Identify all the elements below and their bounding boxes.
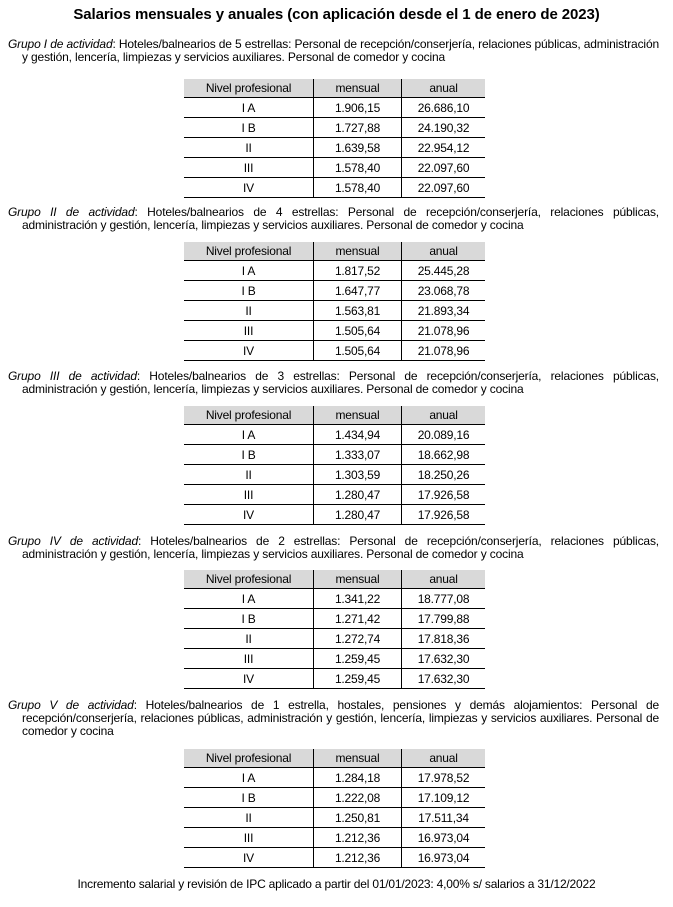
header-mensual: mensual <box>314 242 402 261</box>
table-row <box>184 301 485 321</box>
cell-anual: 26.686,10 <box>402 98 486 118</box>
header-nivel: Nivel profesional <box>184 242 314 261</box>
group-4-text: : Hoteles/balnearios de 2 estrellas: Personal de recepción/conserjería, relaciones públicas, administración y gestión, lencería, limpiezas y servicios auxiliares. Personal de comedor y cocina <box>22 534 659 561</box>
cell-mensual: 1.271,42 <box>314 609 402 629</box>
header-anual: anual <box>402 570 486 589</box>
table-row <box>184 98 485 118</box>
salary-table-group-4 <box>184 570 485 689</box>
cell-anual: 21.078,96 <box>402 341 486 361</box>
cell-nivel: III <box>184 649 314 669</box>
header-mensual: mensual <box>314 79 402 98</box>
cell-mensual: 1.647,77 <box>314 281 402 301</box>
cell-mensual: 1.578,40 <box>314 178 402 198</box>
cell-nivel: III <box>184 828 314 848</box>
group-1-description <box>8 38 659 64</box>
group-3-text: : Hoteles/balnearios de 3 estrellas: Personal de recepción/conserjería, relaciones públicas, administración y gestión, lencería, limpiezas y servicios auxiliares. Personal de comedor y cocina <box>22 369 659 396</box>
header-anual: anual <box>402 79 486 98</box>
table-header-row <box>184 79 485 98</box>
cell-nivel: II <box>184 465 314 485</box>
header-nivel: Nivel profesional <box>184 570 314 589</box>
cell-mensual: 1.280,47 <box>314 485 402 505</box>
cell-anual: 22.097,60 <box>402 178 486 198</box>
table-row <box>184 505 485 525</box>
cell-nivel: IV <box>184 505 314 525</box>
cell-mensual: 1.505,64 <box>314 321 402 341</box>
cell-anual: 17.109,12 <box>402 788 486 808</box>
cell-anual: 25.445,28 <box>402 261 486 281</box>
table-row <box>184 158 485 178</box>
cell-nivel: III <box>184 485 314 505</box>
group-5-text: : Hoteles/balnearios de 1 estrella, hostales, pensiones y demás alojamientos: Personal de recepción/conserjería, relaciones públicas, administración y gestión, lencería, limpiezas y servicios auxiliares. Personal de comedor y cocina <box>22 698 659 738</box>
group-1-label: Grupo I de actividad <box>8 37 113 51</box>
cell-anual: 17.926,58 <box>402 485 486 505</box>
table-header-row <box>184 570 485 589</box>
group-2-label: Grupo II de actividad <box>8 205 135 219</box>
table-row <box>184 768 485 788</box>
cell-mensual: 1.259,45 <box>314 669 402 689</box>
cell-mensual: 1.817,52 <box>314 261 402 281</box>
cell-anual: 22.954,12 <box>402 138 486 158</box>
cell-mensual: 1.727,88 <box>314 118 402 138</box>
table-row <box>184 465 485 485</box>
salary-table-group-1 <box>184 79 485 198</box>
cell-nivel: IV <box>184 848 314 868</box>
table-row <box>184 341 485 361</box>
cell-mensual: 1.434,94 <box>314 425 402 445</box>
cell-anual: 17.818,36 <box>402 629 486 649</box>
cell-nivel: I B <box>184 118 314 138</box>
cell-nivel: II <box>184 808 314 828</box>
group-3-description <box>8 370 659 396</box>
header-nivel: Nivel profesional <box>184 406 314 425</box>
cell-anual: 17.632,30 <box>402 669 486 689</box>
table-row <box>184 281 485 301</box>
table-row <box>184 589 485 609</box>
cell-mensual: 1.222,08 <box>314 788 402 808</box>
header-mensual: mensual <box>314 406 402 425</box>
cell-anual: 17.632,30 <box>402 649 486 669</box>
table-row <box>184 178 485 198</box>
cell-mensual: 1.259,45 <box>314 649 402 669</box>
group-5-label: Grupo V de actividad <box>8 698 134 712</box>
cell-nivel: I B <box>184 609 314 629</box>
group-1-text: : Hoteles/balnearios de 5 estrellas: Personal de recepción/conserjería, relaciones públicas, administración y gestión, lencería, limpiezas y servicios auxiliares. Personal de comedor y cocina <box>22 37 659 64</box>
table-row <box>184 321 485 341</box>
cell-anual: 24.190,32 <box>402 118 486 138</box>
cell-nivel: I B <box>184 788 314 808</box>
cell-nivel: I A <box>184 425 314 445</box>
table-row <box>184 138 485 158</box>
cell-anual: 18.777,08 <box>402 589 486 609</box>
cell-mensual: 1.212,36 <box>314 828 402 848</box>
cell-mensual: 1.333,07 <box>314 445 402 465</box>
cell-nivel: IV <box>184 178 314 198</box>
cell-nivel: IV <box>184 341 314 361</box>
table-header-row <box>184 406 485 425</box>
group-5-description <box>8 699 659 738</box>
cell-anual: 17.978,52 <box>402 768 486 788</box>
salary-table-group-3 <box>184 406 485 525</box>
table-header-row <box>184 242 485 261</box>
cell-anual: 21.893,34 <box>402 301 486 321</box>
cell-nivel: I A <box>184 261 314 281</box>
group-4-description <box>8 535 659 561</box>
cell-mensual: 1.578,40 <box>314 158 402 178</box>
cell-nivel: I A <box>184 768 314 788</box>
cell-mensual: 1.284,18 <box>314 768 402 788</box>
table-row <box>184 629 485 649</box>
cell-nivel: II <box>184 138 314 158</box>
cell-nivel: III <box>184 321 314 341</box>
table-header-row <box>184 749 485 768</box>
table-row <box>184 848 485 868</box>
cell-mensual: 1.505,64 <box>314 341 402 361</box>
cell-mensual: 1.272,74 <box>314 629 402 649</box>
cell-anual: 16.973,04 <box>402 828 486 848</box>
salary-table-group-2 <box>184 242 485 361</box>
cell-anual: 16.973,04 <box>402 848 486 868</box>
cell-nivel: I A <box>184 589 314 609</box>
cell-anual: 17.926,58 <box>402 505 486 525</box>
cell-mensual: 1.250,81 <box>314 808 402 828</box>
table-row <box>184 788 485 808</box>
table-row <box>184 808 485 828</box>
cell-anual: 20.089,16 <box>402 425 486 445</box>
cell-mensual: 1.639,58 <box>314 138 402 158</box>
cell-nivel: I B <box>184 445 314 465</box>
cell-mensual: 1.212,36 <box>314 848 402 868</box>
header-mensual: mensual <box>314 570 402 589</box>
cell-mensual: 1.303,59 <box>314 465 402 485</box>
cell-mensual: 1.563,81 <box>314 301 402 321</box>
page-title: Salarios mensuales y anuales (con aplicación desde el 1 de enero de 2023) <box>73 6 600 23</box>
cell-nivel: I B <box>184 281 314 301</box>
table-row <box>184 425 485 445</box>
group-2-description <box>8 206 659 232</box>
header-anual: anual <box>402 406 486 425</box>
cell-nivel: III <box>184 158 314 178</box>
cell-anual: 22.097,60 <box>402 158 486 178</box>
cell-mensual: 1.906,15 <box>314 98 402 118</box>
table-row <box>184 649 485 669</box>
cell-anual: 21.078,96 <box>402 321 486 341</box>
table-row <box>184 485 485 505</box>
footer-note: Incremento salarial y revisión de IPC aplicado a partir del 01/01/2023: 4,00% s/ salarios a 31/12/2022 <box>77 877 596 891</box>
group-3-label: Grupo III de actividad <box>8 369 137 383</box>
cell-mensual: 1.280,47 <box>314 505 402 525</box>
cell-anual: 17.511,34 <box>402 808 486 828</box>
cell-nivel: I A <box>184 98 314 118</box>
cell-anual: 18.250,26 <box>402 465 486 485</box>
cell-nivel: IV <box>184 669 314 689</box>
table-row <box>184 261 485 281</box>
table-row <box>184 609 485 629</box>
cell-nivel: II <box>184 629 314 649</box>
table-row <box>184 669 485 689</box>
cell-anual: 23.068,78 <box>402 281 486 301</box>
table-row <box>184 445 485 465</box>
table-row <box>184 828 485 848</box>
header-nivel: Nivel profesional <box>184 749 314 768</box>
group-2-text: : Hoteles/balnearios de 4 estrellas: Personal de recepción/conserjería, relaciones públicas, administración y gestión, lencería, limpiezas y servicios auxiliares. Personal de comedor y cocina <box>22 205 659 232</box>
cell-mensual: 1.341,22 <box>314 589 402 609</box>
header-nivel: Nivel profesional <box>184 79 314 98</box>
table-row <box>184 118 485 138</box>
cell-nivel: II <box>184 301 314 321</box>
header-anual: anual <box>402 242 486 261</box>
cell-anual: 18.662,98 <box>402 445 486 465</box>
header-anual: anual <box>402 749 486 768</box>
cell-anual: 17.799,88 <box>402 609 486 629</box>
group-4-label: Grupo IV de actividad <box>8 534 138 548</box>
salary-table-group-5 <box>184 749 485 868</box>
header-mensual: mensual <box>314 749 402 768</box>
